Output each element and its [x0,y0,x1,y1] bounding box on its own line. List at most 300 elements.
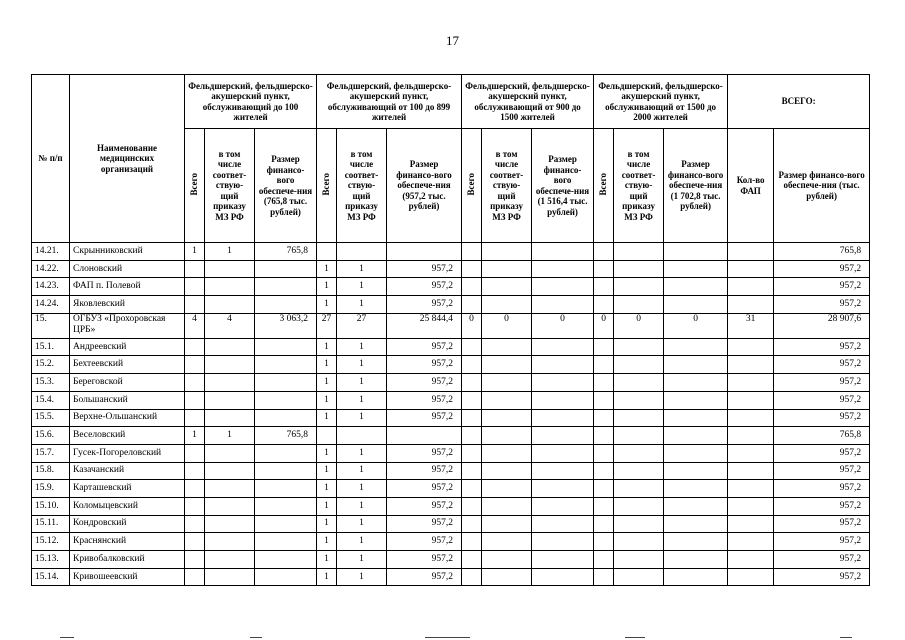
table-cell [205,551,255,569]
table-cell [387,427,462,445]
table-cell: 957,2 [387,260,462,278]
incl-header: в том числе соответ-ствую-щий приказу МЗ РФ [482,129,532,243]
table-cell [462,444,482,462]
table-row [32,313,870,338]
group-header-2: Фельдшерский, фельдшерско-акушерский пункт, обслуживающий от 100 до 899 жителей [317,75,462,129]
table-cell: 1 [337,356,387,374]
table-cell [594,533,614,551]
table-row [32,497,870,515]
table-cell [614,409,664,427]
table-cell: 1 [337,338,387,356]
table-cell [205,497,255,515]
table-cell [185,278,205,296]
table-cell [614,243,664,261]
organization-name: Кривобалковский [70,551,185,569]
table-cell: 957,2 [774,356,870,374]
organization-name: Бехтеевский [70,356,185,374]
table-row [32,374,870,392]
table-cell [664,296,728,314]
table-cell [664,515,728,533]
table-cell: 957,2 [387,278,462,296]
table-cell [594,278,614,296]
table-cell: 957,2 [387,480,462,498]
table-cell [614,551,664,569]
table-cell [462,243,482,261]
table-cell [728,409,774,427]
table-cell [594,356,614,374]
table-cell [205,374,255,392]
table-cell [728,243,774,261]
table-cell: 1 [317,551,337,569]
table-row [32,444,870,462]
table-cell: 957,2 [774,497,870,515]
table-row [32,278,870,296]
table-cell [594,568,614,586]
table-cell: 1 [337,296,387,314]
table-cell [532,278,594,296]
table-cell [728,480,774,498]
table-cell [664,374,728,392]
table-cell [482,356,532,374]
table-cell [594,391,614,409]
table-cell: 765,8 [255,427,317,445]
total-label: Всего [466,173,477,196]
table-cell [594,260,614,278]
table-cell [482,533,532,551]
table-cell [614,338,664,356]
table-cell [255,296,317,314]
table-cell [482,296,532,314]
table-cell [728,533,774,551]
table-cell [532,374,594,392]
table-cell: 957,2 [774,480,870,498]
table-cell [482,427,532,445]
col-name-header: Наименование медицинских организаций [70,75,185,243]
table-cell: 0 [594,313,614,338]
total-header [594,129,614,243]
table-cell [614,444,664,462]
group-header-total: ВСЕГО: [728,75,870,129]
table-cell [532,568,594,586]
table-cell [728,296,774,314]
table-cell: 0 [462,313,482,338]
table-cell [594,374,614,392]
row-number: 15.10. [32,497,70,515]
table-cell: 0 [664,313,728,338]
table-cell [185,462,205,480]
row-number: 15.2. [32,356,70,374]
table-cell [205,260,255,278]
table-cell: 1 [317,515,337,533]
table-cell [664,568,728,586]
row-number: 15.11. [32,515,70,533]
table-cell: 1 [337,260,387,278]
table-cell [185,356,205,374]
table-cell [532,497,594,515]
table-cell [664,462,728,480]
table-cell: 1 [317,409,337,427]
table-cell [185,497,205,515]
table-cell [664,278,728,296]
table-cell [614,533,664,551]
fin-header: Размер финансо-вого обеспече-ния (957,2 тыс. рублей) [387,129,462,243]
row-number: 15.6. [32,427,70,445]
table-cell [532,243,594,261]
table-cell: 1 [185,243,205,261]
table-cell: 4 [185,313,205,338]
organization-name: Кондровский [70,515,185,533]
table-cell [185,260,205,278]
table-cell [255,444,317,462]
table-cell [205,409,255,427]
table-cell [594,515,614,533]
table-row [32,515,870,533]
table-cell [664,497,728,515]
fin-header: Размер финансо-вого обеспече-ния (1 702,8 тыс. рублей) [664,129,728,243]
table-cell [532,409,594,427]
table-cell [664,243,728,261]
table-cell [205,480,255,498]
table-cell [614,427,664,445]
table-cell [614,278,664,296]
table-cell [594,497,614,515]
table-cell [594,480,614,498]
table-cell [462,296,482,314]
total-header [185,129,205,243]
table-cell [594,462,614,480]
table-cell: 957,2 [774,409,870,427]
table-cell [387,243,462,261]
table-cell [482,260,532,278]
row-number: 15.1. [32,338,70,356]
table-cell [482,409,532,427]
table-cell [255,497,317,515]
table-cell [462,427,482,445]
table-cell [532,444,594,462]
table-cell [614,462,664,480]
table-cell: 957,2 [387,497,462,515]
table-cell [532,462,594,480]
table-cell [664,533,728,551]
organization-name: Андреевский [70,338,185,356]
table-cell [614,568,664,586]
table-row [32,391,870,409]
table-cell [462,260,482,278]
table-cell [728,515,774,533]
table-cell [664,260,728,278]
total-label: Всего [598,173,609,196]
incl-header: в том числе соответ-ствую-щий приказу МЗ РФ [337,129,387,243]
table-cell [664,444,728,462]
page-number: 17 [446,33,459,48]
total-label: Всего [321,173,332,196]
table-cell: 1 [317,338,337,356]
table-cell [482,497,532,515]
table-cell [614,260,664,278]
organization-name: Веселовский [70,427,185,445]
table-cell: 1 [337,480,387,498]
table-cell: 1 [317,568,337,586]
table-cell: 957,2 [387,356,462,374]
table-cell [185,568,205,586]
table-cell: 1 [337,278,387,296]
table-cell [205,462,255,480]
table-cell [614,374,664,392]
row-number: 15.14. [32,568,70,586]
row-number: 15.8. [32,462,70,480]
table-cell [614,515,664,533]
table-cell: 957,2 [387,462,462,480]
table-cell [185,391,205,409]
table-cell [482,243,532,261]
table-cell [462,356,482,374]
row-number: 15.9. [32,480,70,498]
table-cell [255,356,317,374]
table-cell [205,391,255,409]
group-header-4: Фельдшерский, фельдшерско-акушерский пункт, обслуживающий от 1500 до 2000 жителей [594,75,728,129]
table-cell: 957,2 [774,533,870,551]
table-cell: 27 [317,313,337,338]
table-cell [185,533,205,551]
table-cell [337,243,387,261]
table-cell: 1 [337,515,387,533]
table-cell [664,551,728,569]
table-cell: 957,2 [387,568,462,586]
table-cell [482,568,532,586]
table-cell [664,480,728,498]
table-cell [255,409,317,427]
table-cell: 0 [482,313,532,338]
table-cell [317,427,337,445]
table-cell [482,391,532,409]
table-cell [532,515,594,533]
table-cell: 1 [317,356,337,374]
table-cell [205,296,255,314]
table-cell: 1 [185,427,205,445]
table-cell: 0 [614,313,664,338]
table-cell [462,551,482,569]
table-cell [255,338,317,356]
organization-name: Яковлевский [70,296,185,314]
total-header [462,129,482,243]
table-cell [255,480,317,498]
table-cell [462,374,482,392]
table-cell [205,444,255,462]
table-cell [317,243,337,261]
table-cell [205,278,255,296]
table-cell: 3 063,2 [255,313,317,338]
table-cell: 765,8 [774,243,870,261]
table-cell: 31 [728,313,774,338]
table-cell: 1 [317,374,337,392]
table-cell [205,338,255,356]
table-cell: 1 [317,296,337,314]
table-cell: 4 [205,313,255,338]
table-cell [728,338,774,356]
table-cell: 957,2 [387,374,462,392]
table-cell [185,409,205,427]
table-cell: 957,2 [774,278,870,296]
table-cell: 1 [317,278,337,296]
table-cell [532,391,594,409]
table-cell [614,391,664,409]
table-cell [594,427,614,445]
table-row [32,568,870,586]
table-cell: 957,2 [387,515,462,533]
table-cell [337,427,387,445]
organization-name: Скрынниковский [70,243,185,261]
organization-name: Коломыцевский [70,497,185,515]
table-cell [482,444,532,462]
table-cell [532,260,594,278]
table-cell [532,356,594,374]
table-cell: 1 [317,533,337,551]
organization-name: Краснянский [70,533,185,551]
table-cell [205,515,255,533]
table-cell [664,338,728,356]
table-body [32,243,870,586]
fin-total-header: Размер финансо-вого обеспече-ния (тыс. рублей) [774,129,870,243]
table-row [32,462,870,480]
table-cell [482,374,532,392]
table-cell [594,296,614,314]
table-cell [728,260,774,278]
table-cell: 765,8 [255,243,317,261]
table-cell [482,462,532,480]
table-cell: 957,2 [774,515,870,533]
table-cell: 957,2 [774,568,870,586]
row-number: 14.21. [32,243,70,261]
table-cell: 957,2 [774,260,870,278]
table-cell: 1 [317,391,337,409]
incl-header: в том числе соответ-ствую-щий приказу МЗ РФ [205,129,255,243]
table-cell [728,568,774,586]
table-cell: 1 [205,427,255,445]
table-row [32,338,870,356]
table-cell [185,515,205,533]
table-cell: 1 [317,497,337,515]
table-cell: 0 [532,313,594,338]
table-cell: 1 [337,374,387,392]
organization-name: Большанский [70,391,185,409]
table-cell: 27 [337,313,387,338]
organization-name: ФАП п. Полевой [70,278,185,296]
table-cell [482,278,532,296]
table-cell [462,462,482,480]
table-cell: 1 [317,260,337,278]
table-cell [462,409,482,427]
table-cell [185,444,205,462]
row-number: 15.5. [32,409,70,427]
table-cell [614,356,664,374]
table-cell [255,551,317,569]
table-cell [462,391,482,409]
table-cell [255,391,317,409]
organization-name: Слоновский [70,260,185,278]
table-cell [664,427,728,445]
table-cell [614,296,664,314]
organization-name: Береговской [70,374,185,392]
table-cell: 1 [337,409,387,427]
table-cell: 957,2 [387,551,462,569]
table-cell [728,444,774,462]
row-number: 14.22. [32,260,70,278]
table-cell: 765,8 [774,427,870,445]
table-cell [462,515,482,533]
row-number: 15.3. [32,374,70,392]
table-cell: 1 [337,551,387,569]
row-number: 14.23. [32,278,70,296]
group-header-1: Фельдшерский, фельдшерско-акушерский пункт, обслуживающий до 100 жителей [185,75,317,129]
table-cell: 957,2 [387,391,462,409]
table-row [32,533,870,551]
table-cell [255,533,317,551]
organization-name: Карташевский [70,480,185,498]
fin-header: Размер финансо-вого обеспече-ния (765,8 тыс. рублей) [255,129,317,243]
table-cell [532,338,594,356]
table-cell [255,374,317,392]
table-cell: 957,2 [774,338,870,356]
table-row [32,243,870,261]
group-header-3: Фельдшерский, фельдшерско-акушерский пункт, обслуживающий от 900 до 1500 жителей [462,75,594,129]
table-cell [594,551,614,569]
table-cell [664,356,728,374]
table-cell [205,533,255,551]
row-number: 15. [32,313,70,338]
organization-name: Кривошеевский [70,568,185,586]
table-cell [532,480,594,498]
table-row [32,480,870,498]
table-cell [614,497,664,515]
table-cell: 957,2 [387,533,462,551]
table-cell [185,480,205,498]
table-cell [532,551,594,569]
table-cell [594,338,614,356]
row-number: 15.4. [32,391,70,409]
table-cell: 957,2 [387,338,462,356]
table-cell [728,374,774,392]
table-cell [462,338,482,356]
table-cell: 1 [337,568,387,586]
organization-name: Казачанский [70,462,185,480]
table-cell: 957,2 [774,462,870,480]
incl-header: в том числе соответ-ствую-щий приказу МЗ РФ [614,129,664,243]
table-row [32,296,870,314]
row-number: 15.13. [32,551,70,569]
table-cell [462,497,482,515]
row-number: 15.12. [32,533,70,551]
total-header [317,129,337,243]
table-cell: 28 907,6 [774,313,870,338]
table-cell: 1 [317,480,337,498]
table-cell: 1 [337,462,387,480]
table-cell [594,243,614,261]
table-cell [728,427,774,445]
total-label: Всего [189,173,200,196]
col-number-header: № п/п [32,75,70,243]
table-cell: 1 [337,444,387,462]
table-cell: 1 [205,243,255,261]
table-cell [728,356,774,374]
table-cell: 957,2 [387,444,462,462]
table-cell [728,462,774,480]
table-cell: 957,2 [774,551,870,569]
table-cell: 957,2 [774,374,870,392]
table-cell [664,409,728,427]
table-cell: 957,2 [774,444,870,462]
table-cell: 1 [317,444,337,462]
fap-count-header: Кол-во ФАП [728,129,774,243]
